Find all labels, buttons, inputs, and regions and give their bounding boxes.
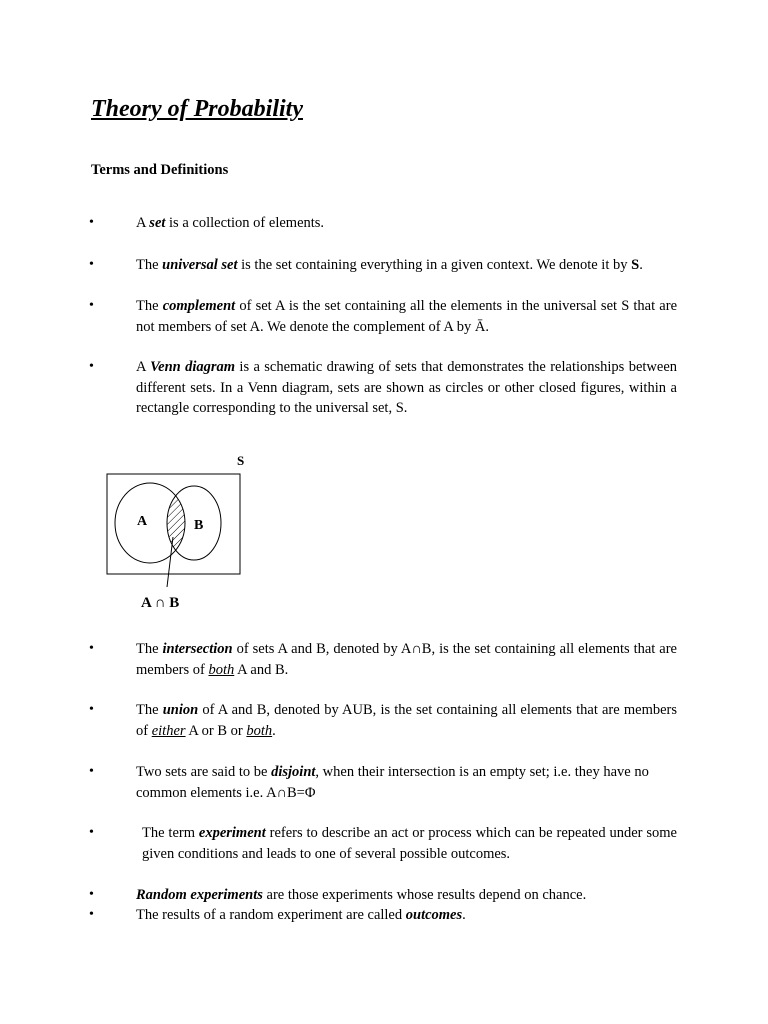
term-universal-set: universal set — [162, 257, 238, 273]
definition-intersection: The intersection of sets A and B, denoted by A∩B, is the set containing all elements that are members of both A and B. — [136, 641, 677, 678]
term-disjoint: disjoint — [271, 764, 316, 780]
bullet-icon: • — [89, 257, 94, 272]
intersection-pointer-line — [167, 537, 173, 587]
intersection-label: A ∩ B — [141, 595, 180, 611]
bullet-icon: • — [89, 641, 94, 656]
bullet-icon: • — [89, 907, 94, 922]
term-outcomes: outcomes — [405, 907, 463, 923]
definition-union: The union of A and B, denoted by AUB, is the set containing all elements that are members of either A or B or both. — [136, 702, 678, 739]
definition-experiment: The term experiment refers to describe an act or process which can be repeated under some given conditions and leads to one of several possible outcomes. — [142, 825, 677, 862]
set-b-label: B — [194, 518, 204, 533]
definition-venn-diagram: A Venn diagram is a schematic drawing of sets that demonstrates the relationships between different sets. In a Venn diagram, sets are shown as circles or other closed figures, within a rectangle corresponding to the universal set, S. — [136, 359, 678, 416]
set-a-label: A — [137, 514, 148, 529]
term-experiment: experiment — [198, 825, 266, 841]
term-random-experiments: Random experiments — [136, 887, 263, 903]
universal-set-label: S — [237, 453, 245, 468]
page-title: Theory of Probability — [91, 96, 303, 122]
bullet-icon: • — [89, 359, 94, 374]
definition-random-experiments: Random experiments are those experiments whose results depend on chance. — [136, 887, 587, 903]
bullet-icon: • — [89, 298, 94, 313]
term-complement: complement — [162, 298, 236, 314]
section-heading: Terms and Definitions — [91, 162, 229, 178]
term-set: set — [149, 215, 166, 231]
bullet-icon: • — [89, 702, 94, 717]
bullet-icon: • — [89, 825, 94, 840]
definition-universal-set: The universal set is the set containing everything in a given context. We denote it by S. — [136, 257, 643, 273]
bullet-icon: • — [89, 215, 94, 230]
bullet-icon: • — [89, 764, 94, 779]
venn-diagram — [100, 450, 280, 615]
definition-complement: The complement of set A is the set containing all the elements in the universal set S that are not members of set A. We denote the complement of A by Ā. — [136, 298, 677, 335]
term-venn-diagram: Venn diagram — [150, 359, 236, 375]
term-union: union — [162, 702, 199, 718]
definition-set: A set is a collection of elements. — [136, 215, 325, 231]
definition-outcomes: The results of a random experiment are called outcomes. — [136, 907, 466, 923]
bullet-icon: • — [89, 887, 94, 902]
definition-disjoint: Two sets are said to be disjoint, when their intersection is an empty set; i.e. they have no common elements i.e. A∩B=Φ — [136, 764, 649, 801]
term-intersection: intersection — [162, 641, 233, 657]
